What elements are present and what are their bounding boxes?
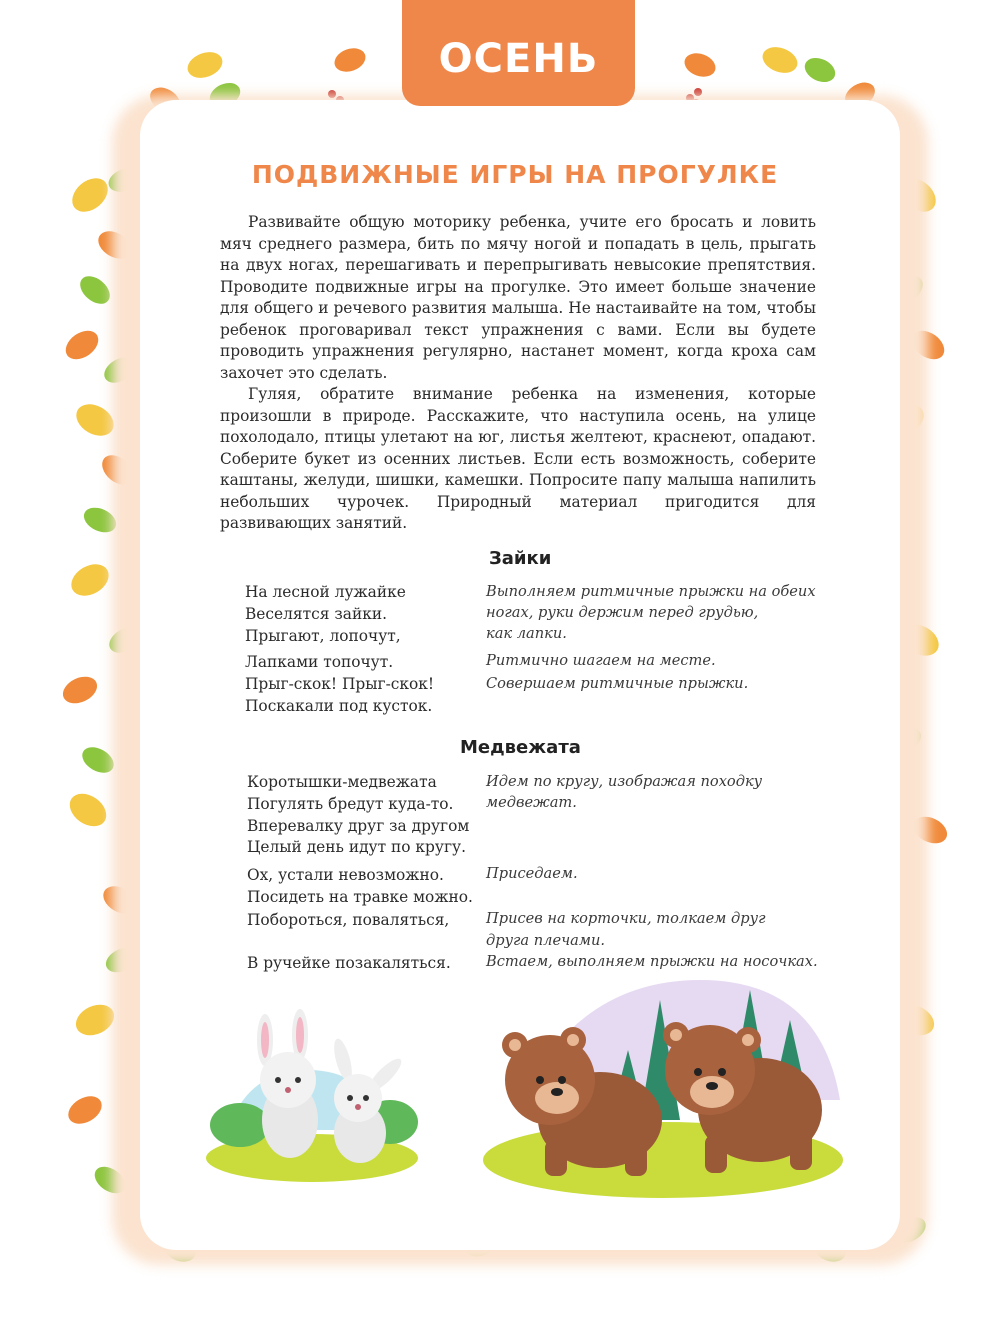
action-line: Ритмично шагаем на месте. (486, 652, 716, 669)
verse-line: Посидеть на травке можно. (247, 888, 473, 906)
game-1-title: Зайки (489, 548, 552, 569)
verse-line: Прыг-скок! Прыг-скок! (245, 675, 435, 693)
action-line: Приседаем. (486, 865, 578, 882)
intro-paragraph-1: Развивайте общую моторику ребенка, учите его бросать и ловить мяч среднего размера, бить по мячу ногой и попадать в цель, прыгать на двух ногах, перешагивать и перепрыгивать невысокие препятствия. Проводите подвижные игры на прогулке. Это имеет больше значение для общего и речевого развития малыша. Не настаивайте на том, чтобы ребенок проговаривал текст упражнения с вами. Если вы будете проводить упражнения регулярно, настанет момент, когда кроха сам захочет это сделать. (220, 213, 816, 382)
verse-line: Вперевалку друг за другом (247, 817, 470, 835)
section-tab-label: ОСЕНЬ (438, 36, 599, 82)
verse-line: Погулять бредут куда-то. (247, 795, 454, 813)
page-title: ПОДВИЖНЫЕ ИГРЫ НА ПРОГУЛКЕ (251, 160, 779, 189)
verse-line: Веселятся зайки. (245, 605, 387, 623)
verse-line: Прыгают, лопочут, (245, 627, 401, 645)
verse-line: Лапками топочут. (245, 653, 394, 671)
verse-line: На лесной лужайке (245, 583, 406, 601)
action-line: Совершаем ритмичные прыжки. (486, 675, 749, 692)
action-line: ногах, руки держим перед грудью, (486, 604, 759, 621)
action-line: друга плечами. (486, 932, 606, 949)
verse-line: Целый день идут по кругу. (247, 838, 466, 856)
game-2-title: Медвежата (460, 737, 581, 758)
intro-paragraph-2: Гуляя, обратите внимание ребенка на изменения, которые произошли в природе. Расскажите, что наступила осень, на улице похолодало, птицы улетают на юг, листья желтеют, краснеют, опадают. Соберите букет из осенних листьев. Если есть возможность, соберите каштаны, желуди, шишки, камешки. Попросите папу малыша напилить небольших чурочек. Природный материал пригодится для развивающих занятий. (220, 385, 816, 532)
verse-line: Поскакали под кусток. (245, 697, 433, 715)
verse-line: Ох, устали невозможно. (247, 866, 444, 884)
action-line: как лапки. (486, 625, 567, 642)
action-line: Идем по кругу, изображая походку (486, 773, 763, 790)
verse-line: Коротышки-медвежата (247, 773, 437, 791)
action-line: Выполняем ритмичные прыжки на обеих (486, 583, 816, 600)
action-line: медвежат. (486, 794, 577, 811)
verse-line: Побороться, поваляться, (247, 911, 450, 929)
two-bunnies-illustration (206, 1009, 418, 1182)
two-bears-illustration (483, 980, 843, 1198)
action-line: Встаем, выполняем прыжки на носочках. (486, 953, 818, 970)
verse-line: В ручейке позакаляться. (247, 954, 451, 972)
action-line: Присев на корточки, толкаем друг (486, 910, 766, 927)
